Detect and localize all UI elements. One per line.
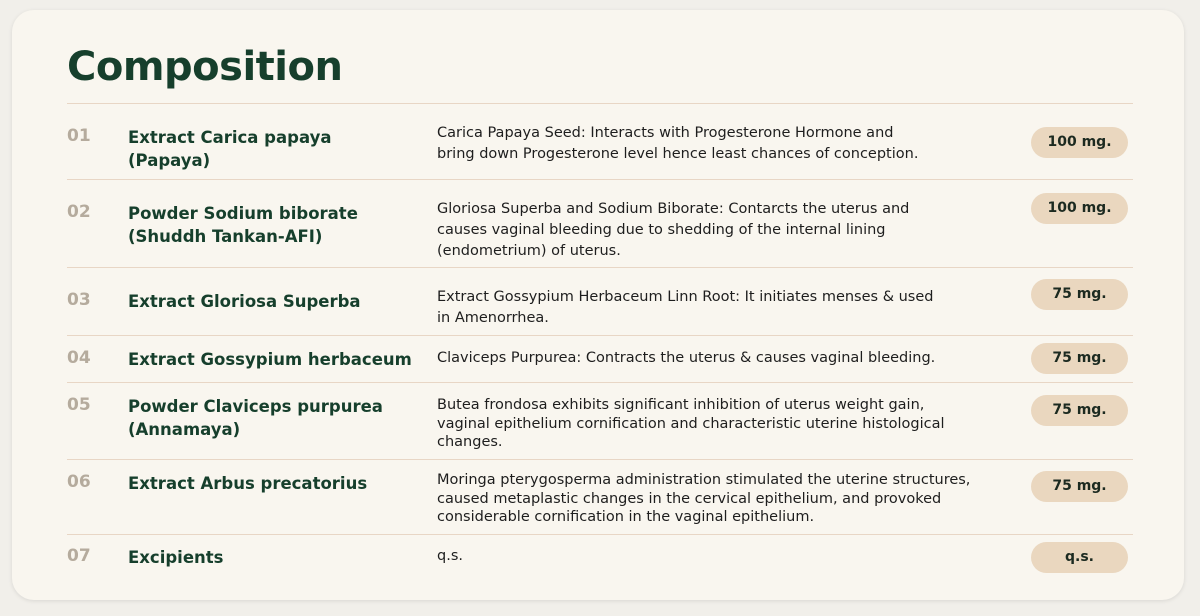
dose-badge: 75 mg. (1031, 279, 1128, 310)
ingredient-name: Extract Carica papaya (Papaya) (128, 128, 332, 170)
ingredient-description: Gloriosa Superba and Sodium Biborate: Contarcts the uterus and causes vaginal bleeding due to shedding of the internal lining (endometrium) of uterus. (437, 201, 910, 259)
ingredient-description: Extract Gossypium Herbaceum Linn Root: It initiates menses & used in Amenorrhea. (437, 289, 934, 326)
ingredient-name: Powder Sodium biborate (Shuddh Tankan-AFI) (128, 204, 358, 246)
page-title: Composition (67, 44, 343, 90)
row-number: 04 (67, 348, 91, 368)
table-row (67, 267, 1133, 335)
dose-badge: 75 mg. (1031, 343, 1128, 374)
table-row (67, 335, 1133, 382)
ingredient-name: Extract Gossypium herbaceum (128, 350, 412, 369)
row-number: 03 (67, 290, 91, 310)
table-row (67, 534, 1133, 584)
table-row (67, 382, 1133, 459)
dose-badge: 75 mg. (1031, 395, 1128, 426)
ingredient-name: Extract Arbus precatorius (128, 474, 368, 493)
dose-badge: 75 mg. (1031, 471, 1128, 502)
row-number: 07 (67, 546, 91, 566)
row-number: 05 (67, 395, 91, 415)
row-number: 01 (67, 126, 91, 146)
composition-table (67, 103, 1133, 584)
table-row (67, 459, 1133, 534)
row-number: 06 (67, 472, 91, 492)
ingredient-description: Carica Papaya Seed: Interacts with Progesterone Hormone and bring down Progesterone level hence least chances of conception. (437, 125, 919, 162)
dose-badge: q.s. (1031, 542, 1128, 573)
table-row (67, 179, 1133, 267)
ingredient-description: Claviceps Purpurea: Contracts the uterus & causes vaginal bleeding. (437, 350, 936, 366)
ingredient-name: Extract Gloriosa Superba (128, 292, 361, 311)
dose-badge: 100 mg. (1031, 127, 1128, 158)
ingredient-name: Powder Claviceps purpurea (Annamaya) (128, 397, 383, 439)
ingredient-description: Moringa pterygosperma administration stimulated the uterine structures, caused metaplastic changes in the cervical epithelium, and provoked considerable cornification in the vaginal epithelium. (437, 472, 971, 525)
ingredient-name: Excipients (128, 548, 224, 567)
ingredient-description: q.s. (437, 548, 463, 564)
composition-card (12, 10, 1184, 600)
table-row (67, 103, 1133, 179)
row-number: 02 (67, 202, 91, 222)
ingredient-description: Butea frondosa exhibits significant inhibition of uterus weight gain, vaginal epithelium cornification and characteristic uterine histological changes. (437, 397, 945, 450)
dose-badge: 100 mg. (1031, 193, 1128, 224)
